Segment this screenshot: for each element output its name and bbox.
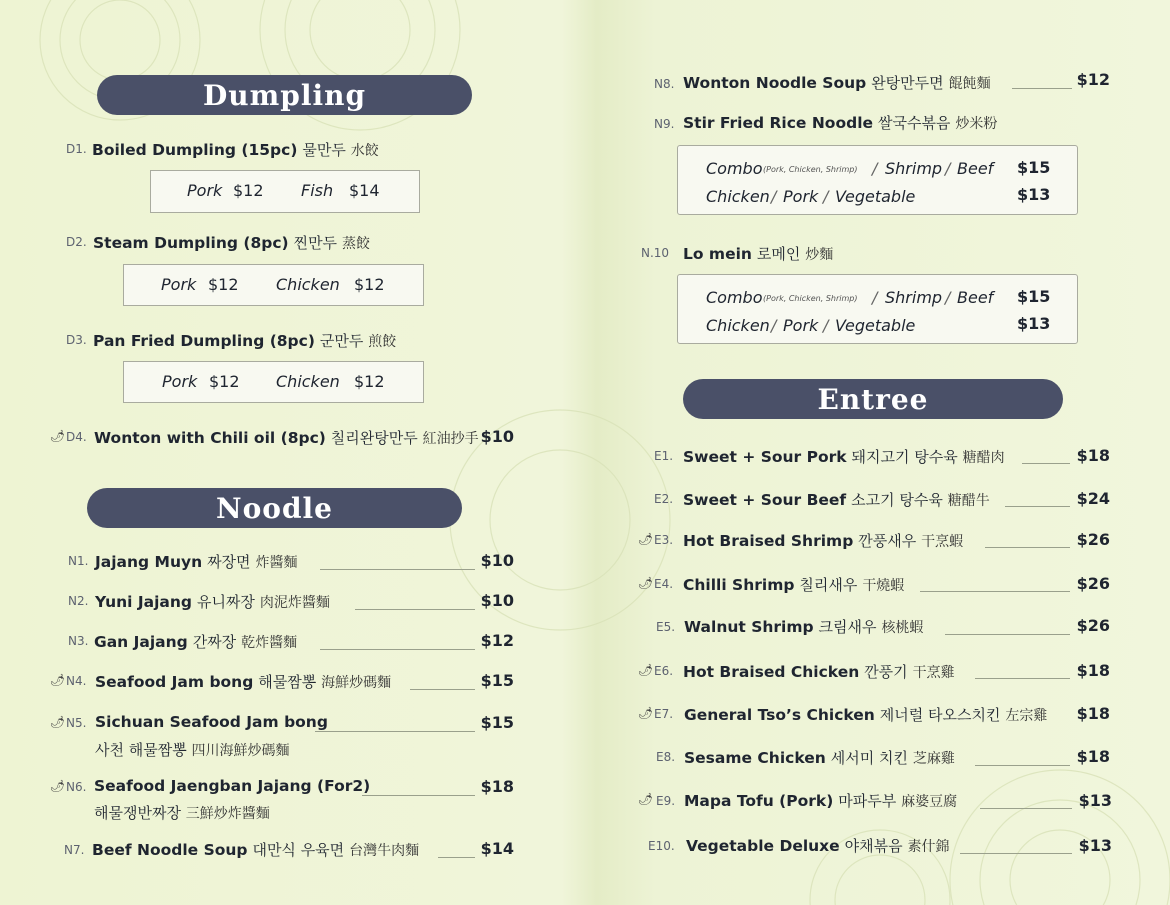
item-korean: 물만두	[302, 141, 346, 159]
item-chinese: 三鮮炒炸醬麵	[185, 806, 270, 822]
item-n8	[683, 72, 991, 93]
item-korean: 완탕만두면	[871, 74, 944, 92]
item-n3	[94, 631, 297, 652]
item-code: E4.	[654, 577, 674, 591]
item-price: $26	[1076, 574, 1110, 593]
item-korean: 제너럴 타오스치킨	[879, 706, 1001, 724]
leader-line	[945, 634, 1070, 635]
item-code: N9.	[654, 117, 675, 131]
slash: /	[872, 288, 878, 307]
item-korean: 대만식 우육면	[252, 841, 345, 859]
item-chinese: 炸醬麵	[255, 555, 298, 571]
item-name: Pan Fried Dumpling (8pc)	[93, 332, 315, 350]
slash: /	[771, 316, 777, 335]
item-name: Sweet + Sour Pork	[683, 448, 847, 466]
option-price: $12	[354, 372, 385, 391]
leader-line	[362, 795, 475, 796]
price-box-n9	[677, 145, 1078, 215]
item-korean: 소고기 탕수육	[851, 491, 943, 509]
slash: /	[945, 159, 951, 178]
item-chinese: 干燒蝦	[862, 578, 905, 594]
option-label: Vegetable	[835, 316, 916, 335]
item-price: $12	[480, 631, 514, 650]
item-price: $10	[480, 551, 514, 570]
item-code: E2.	[654, 492, 674, 506]
item-price: $26	[1076, 616, 1110, 635]
item-chinese: 干烹雞	[912, 665, 955, 681]
item-korean: 크림새우	[818, 618, 877, 636]
item-d3	[93, 330, 396, 351]
chili-pepper-icon: 🌶	[50, 673, 66, 687]
price-box-d1	[150, 170, 420, 213]
item-code: D1.	[66, 142, 87, 156]
item-price: $18	[1076, 704, 1110, 723]
option-label: Shrimp	[885, 288, 943, 307]
option-label: Chicken	[276, 275, 340, 294]
item-chinese: 干烹蝦	[921, 534, 964, 550]
item-code: D4.	[66, 430, 87, 444]
option-label: Chicken	[706, 187, 770, 206]
item-code: N.10	[641, 246, 670, 260]
option-label: Vegetable	[835, 187, 916, 206]
chili-pepper-icon: 🌶	[638, 706, 654, 720]
item-name: Seafood Jam bong	[95, 673, 254, 691]
item-name: Sesame Chicken	[684, 749, 826, 767]
item-code: N1.	[68, 554, 89, 568]
slash: /	[771, 187, 777, 206]
price-box-n10	[677, 274, 1078, 344]
option-price: $12	[233, 181, 264, 200]
item-chinese: 核桃蝦	[881, 620, 924, 636]
item-name: Steam Dumpling (8pc)	[93, 234, 289, 252]
item-korean: 짜장면	[207, 553, 251, 571]
item-korean: 칠리완탕만두	[330, 429, 418, 447]
slash: /	[823, 187, 829, 206]
item-price: $13	[1078, 836, 1112, 855]
item-name: Sichuan Seafood Jam bong	[95, 713, 328, 731]
item-korean: 칠리새우	[799, 576, 858, 594]
combo-label: Combo	[706, 159, 763, 178]
item-e5	[684, 616, 923, 637]
item-n2	[95, 591, 330, 612]
item-korean: 간짜장	[192, 633, 237, 651]
item-korean: 해물쟁반짜장	[94, 804, 181, 822]
item-code: N7.	[64, 843, 85, 857]
item-price: $18	[1076, 747, 1110, 766]
item-n5	[95, 713, 328, 731]
chili-pepper-icon: 🌶	[638, 663, 654, 677]
item-e1	[683, 446, 1005, 467]
item-chinese: 紅油抄手	[422, 431, 479, 447]
chili-pepper-icon: 🌶	[638, 532, 654, 546]
item-name: Boiled Dumpling (15pc)	[92, 141, 298, 159]
item-e4	[683, 574, 904, 595]
item-name: Stir Fried Rice Noodle	[683, 114, 874, 132]
item-chinese: 肉泥炸醬麵	[259, 595, 330, 611]
leader-line	[960, 853, 1072, 854]
option-price: $13	[1017, 314, 1051, 333]
leader-line	[438, 857, 475, 858]
item-code: N2.	[68, 594, 89, 608]
item-chinese: 芝麻雞	[912, 751, 955, 767]
item-name: Chilli Shrimp	[683, 576, 795, 594]
slash: /	[823, 316, 829, 335]
item-name: Mapa Tofu (Pork)	[684, 792, 834, 810]
option-price: $15	[1017, 287, 1051, 306]
item-price: $10	[480, 427, 514, 446]
item-name: Vegetable Deluxe	[686, 837, 840, 855]
option-price: $15	[1017, 158, 1051, 177]
combo-note: (Pork, Chicken, Shrimp)	[763, 294, 858, 303]
item-price: $18	[1076, 446, 1110, 465]
item-code: N6.	[66, 780, 87, 794]
item-name: Seafood Jaengban Jajang (For2)	[94, 777, 371, 795]
item-korean: 로메인	[756, 245, 801, 263]
item-chinese: 乾炸醬麵	[241, 635, 298, 651]
item-korean: 사천 해물짬뽕	[95, 741, 187, 759]
item-korean: 돼지고기 탕수육	[851, 448, 958, 466]
item-chinese: 素什錦	[907, 839, 950, 855]
item-chinese: 炒米粉	[955, 116, 998, 132]
item-chinese: 蒸餃	[342, 236, 370, 252]
item-name: Sweet + Sour Beef	[683, 491, 847, 509]
option-label: Chicken	[276, 372, 340, 391]
leader-line	[355, 609, 475, 610]
item-name: Lo mein	[683, 245, 752, 263]
option-label: Pork	[783, 187, 819, 206]
item-korean: 유니짜장	[196, 593, 255, 611]
item-chinese: 炒麵	[805, 247, 834, 263]
option-label: Pork	[187, 181, 223, 200]
item-n9	[683, 112, 997, 133]
item-code: N3.	[68, 634, 89, 648]
item-code: E5.	[656, 620, 676, 634]
leader-line	[985, 547, 1070, 548]
chili-pepper-icon: 🌶	[50, 429, 66, 443]
item-chinese: 台灣牛肉麵	[349, 843, 420, 859]
item-e7	[684, 704, 1047, 725]
item-price: $10	[480, 591, 514, 610]
item-korean: 깐풍새우	[858, 532, 917, 550]
item-chinese: 四川海鮮炒碼麵	[191, 743, 290, 759]
item-korean: 세서미 치킨	[830, 749, 908, 767]
item-code: E6.	[654, 664, 674, 678]
item-chinese: 麻婆豆腐	[901, 794, 958, 810]
item-chinese: 糖醋肉	[962, 450, 1005, 466]
slash: /	[872, 159, 878, 178]
option-label: Beef	[957, 288, 994, 307]
option-price: $12	[354, 275, 385, 294]
item-code: E3.	[654, 533, 674, 547]
item-name: Jajang Muyn	[95, 553, 203, 571]
item-name: General Tso’s Chicken	[684, 706, 875, 724]
item-d1	[92, 139, 379, 160]
leader-line	[920, 591, 1070, 592]
leader-line	[1005, 506, 1070, 507]
option-price: $12	[209, 372, 240, 391]
leader-line	[980, 808, 1072, 809]
combo-note: (Pork, Chicken, Shrimp)	[763, 165, 858, 174]
item-n5-subtitle	[95, 739, 290, 760]
item-korean: 깐풍기	[864, 663, 908, 681]
item-chinese: 左宗雞	[1005, 708, 1048, 724]
item-korean: 해물짬뽕	[258, 673, 317, 691]
item-code: E10.	[648, 839, 675, 853]
option-label: Shrimp	[885, 159, 943, 178]
item-code: D3.	[66, 333, 87, 347]
section-title-dumpling: Dumpling	[97, 75, 472, 115]
option-label: Beef	[957, 159, 994, 178]
item-code: E8.	[656, 750, 676, 764]
item-code: E9.	[656, 794, 676, 808]
item-price: $26	[1076, 530, 1110, 549]
item-price: $13	[1078, 791, 1112, 810]
item-e3	[683, 530, 963, 551]
option-price: $14	[349, 181, 380, 200]
item-code: N8.	[654, 77, 675, 91]
item-n10	[683, 243, 833, 264]
item-code: D2.	[66, 235, 87, 249]
item-korean: 마파두부	[838, 792, 897, 810]
price-box-d2	[123, 264, 424, 306]
item-korean: 야채볶음	[844, 837, 903, 855]
item-korean: 찐만두	[293, 234, 338, 252]
chili-pepper-icon: 🌶	[50, 779, 66, 793]
item-price: $18	[480, 777, 514, 796]
option-label: Chicken	[706, 316, 770, 335]
item-code: E1.	[654, 449, 674, 463]
leader-line	[320, 649, 475, 650]
combo-label: Combo	[706, 288, 763, 307]
item-korean: 쌀국수볶음	[877, 114, 951, 132]
item-code: E7.	[654, 707, 674, 721]
item-name: Gan Jajang	[94, 633, 188, 651]
item-n1	[95, 551, 297, 572]
item-e10	[686, 835, 950, 856]
item-name: Hot Braised Chicken	[683, 663, 860, 681]
section-title-noodle: Noodle	[87, 488, 462, 528]
item-code: N5.	[66, 716, 87, 730]
item-e2	[683, 489, 990, 510]
item-name: Wonton with Chili oil (8pc)	[94, 429, 326, 447]
item-name: Wonton Noodle Soup	[683, 74, 867, 92]
price-box-d3	[123, 361, 424, 403]
item-e6	[683, 661, 955, 682]
item-n6	[94, 777, 370, 795]
option-label: Pork	[162, 372, 198, 391]
item-name: Walnut Shrimp	[684, 618, 814, 636]
slash: /	[945, 288, 951, 307]
leader-line	[975, 678, 1070, 679]
item-chinese: 餛飩麵	[948, 76, 991, 92]
option-label: Pork	[783, 316, 819, 335]
section-title-entree: Entree	[683, 379, 1063, 419]
item-chinese: 海鮮炒碼麵	[321, 675, 392, 691]
leader-line	[410, 689, 475, 690]
option-price: $12	[208, 275, 239, 294]
chili-pepper-icon: 🌶	[50, 715, 66, 729]
item-chinese: 糖醋牛	[947, 493, 990, 509]
leader-line	[320, 569, 475, 570]
option-label: Pork	[161, 275, 197, 294]
item-price: $24	[1076, 489, 1110, 508]
chili-pepper-icon: 🌶	[638, 576, 654, 590]
item-e8	[684, 747, 955, 768]
item-code: N4.	[66, 674, 87, 688]
item-price: $12	[1076, 70, 1110, 89]
item-e9	[684, 790, 957, 811]
option-label: Fish	[301, 181, 334, 200]
item-price: $18	[1076, 661, 1110, 680]
item-name: Hot Braised Shrimp	[683, 532, 854, 550]
item-n6-subtitle	[94, 802, 270, 823]
leader-line	[1022, 463, 1070, 464]
item-chinese: 煎餃	[368, 334, 397, 350]
item-price: $14	[480, 839, 514, 858]
leader-line	[315, 731, 475, 732]
option-price: $13	[1017, 185, 1051, 204]
item-n7	[92, 839, 419, 860]
item-price: $15	[480, 713, 514, 732]
chili-pepper-icon: 🌶	[638, 792, 654, 806]
item-price: $15	[480, 671, 514, 690]
item-name: Beef Noodle Soup	[92, 841, 248, 859]
item-d4	[94, 427, 479, 448]
item-n4	[95, 671, 391, 692]
item-korean: 군만두	[319, 332, 364, 350]
item-chinese: 水餃	[350, 143, 379, 159]
leader-line	[1012, 88, 1072, 89]
leader-line	[975, 765, 1070, 766]
item-d2	[93, 232, 370, 253]
item-name: Yuni Jajang	[95, 593, 193, 611]
